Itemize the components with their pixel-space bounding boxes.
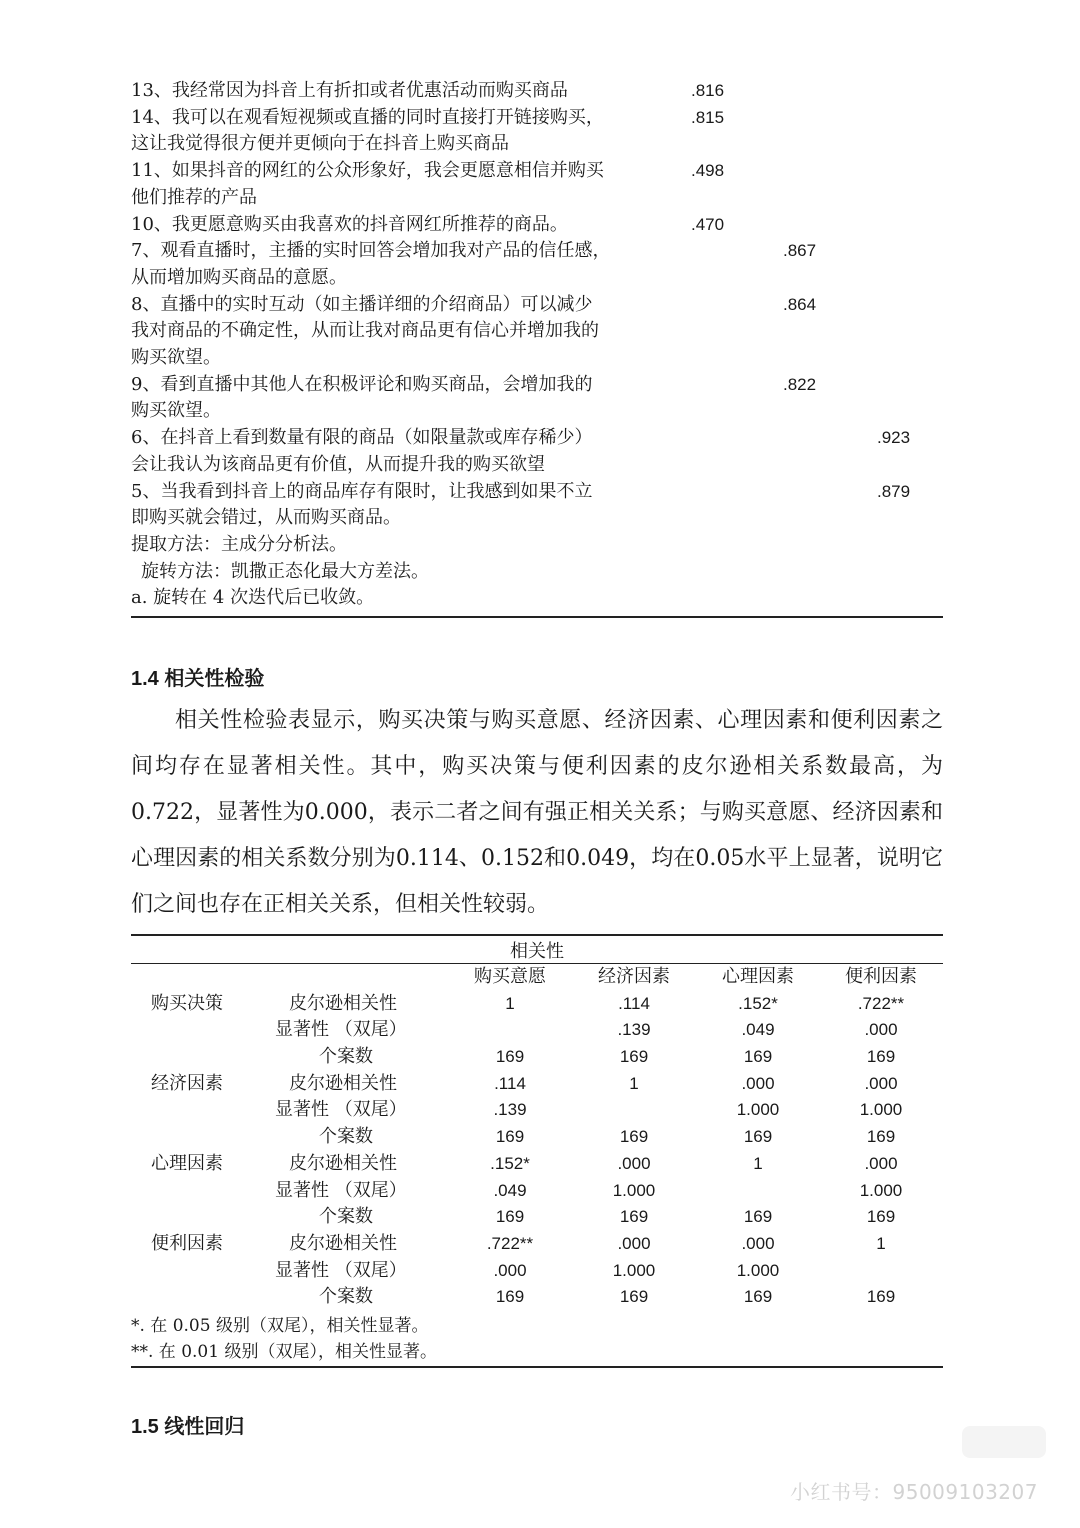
table-cell: 169 (743, 1127, 773, 1147)
table-cell: .000 (864, 1073, 898, 1093)
table-bottom-rule (131, 1366, 943, 1368)
table-row (131, 1124, 943, 1151)
table-cell: .049 (741, 1020, 775, 1040)
factor-loading-value: .498 (691, 161, 725, 181)
table-cell: 169 (619, 1047, 649, 1067)
factor-row (131, 479, 943, 532)
table-header-row (131, 964, 943, 991)
table-cell: .722** (857, 993, 905, 1013)
correlation-footnotes (131, 1313, 437, 1365)
factor-item-text: 14、我可以在观看短视频或直播的同时直接打开链接购买， 这让我觉得很方便并更倾向于在抖音上购买商品 (131, 106, 604, 155)
statistic-label: 显著性 （双尾） (275, 1179, 407, 1201)
factor-row (131, 78, 943, 105)
table-cell: .000 (493, 1260, 527, 1280)
table-cell: 169 (866, 1047, 896, 1067)
table-row (131, 1071, 943, 1098)
factor-loading-value: .816 (691, 81, 725, 100)
table-cell: 1.000 (612, 1180, 656, 1200)
factor-row (131, 238, 943, 291)
table-row (131, 1231, 943, 1258)
statistic-label: 皮尔逊相关性 (289, 1232, 397, 1254)
statistic-label: 皮尔逊相关性 (289, 1072, 397, 1094)
table-cell: 1 (876, 1233, 886, 1253)
factor-loading-value: .815 (691, 107, 725, 127)
row-group-label: 心理因素 (151, 1152, 223, 1174)
factor-row (131, 292, 943, 372)
statistic-label: 个案数 (319, 1206, 373, 1228)
table-cell: .139 (617, 1020, 651, 1040)
statistic-label: 皮尔逊相关性 (289, 992, 397, 1014)
factor-item-text: 10、我更愿意购买由我喜欢的抖音网红所推荐的商品。 (131, 213, 568, 235)
table-cell: 1.000 (736, 1100, 780, 1120)
table-cell: 1.000 (859, 1180, 903, 1200)
table-cell: .000 (617, 1153, 651, 1173)
factor-row (131, 372, 943, 425)
correlation-table-title: 相关性 (510, 941, 564, 962)
table-cell: .139 (493, 1100, 527, 1120)
statistic-label: 个案数 (319, 1126, 373, 1148)
factor-loading-value: .822 (783, 374, 817, 394)
footnote: **. 在 0.01 级别（双尾），相关性显著。 (131, 1342, 437, 1362)
table-row (131, 1178, 943, 1205)
table-cell: .000 (741, 1233, 775, 1253)
table-row (131, 991, 943, 1018)
column-header: 经济因素 (598, 966, 670, 987)
statistic-label: 个案数 (319, 1286, 373, 1308)
factor-row (131, 105, 943, 158)
table-cell: 1 (505, 993, 515, 1013)
factor-table-note: 旋转方法：凯撒正态化最大方差法。 (141, 560, 429, 582)
factor-item-text: 11、如果抖音的网红的公众形象好，我会更愿意相信并购买 他们推荐的产品 (131, 160, 604, 208)
table-row (131, 1258, 943, 1285)
factor-loading-value: .879 (877, 481, 911, 501)
factor-item-text: 6、在抖音上看到数量有限的商品（如限量款或库存稀少） 会让我认为该商品更有价值，从而提升我的购买欲望 (131, 427, 593, 475)
table-cell: 169 (743, 1287, 773, 1307)
table-cell: .000 (864, 1020, 898, 1040)
factor-loading-value: .923 (877, 428, 911, 448)
table-row (131, 1017, 943, 1044)
table-cell: .000 (864, 1153, 898, 1173)
table-cell: .152* (490, 1153, 530, 1173)
table-cell: 169 (619, 1207, 649, 1227)
factor-item-text: 13、我经常因为抖音上有折扣或者优惠活动而购买商品 (131, 80, 568, 101)
table-cell: 1 (629, 1073, 639, 1093)
table-cell: 169 (866, 1127, 896, 1147)
table-cell: .114 (618, 993, 650, 1013)
statistic-label: 显著性 （双尾） (275, 1259, 407, 1281)
footnote: *. 在 0.05 级别（双尾），相关性显著。 (131, 1316, 429, 1336)
table-cell: .049 (493, 1180, 527, 1200)
factor-table-note: 提取方法：主成分分析法。 (131, 533, 347, 555)
statistic-label: 皮尔逊相关性 (289, 1152, 397, 1174)
column-header: 便利因素 (845, 966, 917, 987)
factor-loading-value: .864 (783, 294, 817, 314)
table-row (131, 1204, 943, 1231)
row-group-label: 经济因素 (151, 1072, 223, 1094)
section-heading-regression: 1.5 线性回归 (131, 1416, 245, 1438)
correlation-paragraph: 相关性检验表显示，购买决策与购买意愿、经济因素、心理因素和便利因素之间均存在显著相关性。其中，购买决策与便利因素的皮尔逊相关系数最高，为0.722，显著性为0.000，表示二者之间有强正相关关系；与购买意愿、经济因素和心理因素的相关系数分别为0.114、0.152和0.049，均在0.05水平上显著，说明它们之间也存在正相关关系，但相关性较弱。 (131, 708, 943, 917)
table-cell: .114 (494, 1073, 526, 1093)
table-cell: 1.000 (736, 1260, 780, 1280)
statistic-label: 显著性 （双尾） (275, 1019, 407, 1041)
watermark-text: 小红书号：95009103207 (790, 1480, 1038, 1504)
table-cell: 169 (619, 1127, 649, 1147)
statistic-label: 个案数 (319, 1046, 373, 1068)
table-cell: 169 (495, 1047, 525, 1067)
factor-row (131, 425, 943, 478)
table-cell: 169 (495, 1207, 525, 1227)
section-heading-correlation: 1.4 相关性检验 (131, 668, 265, 690)
factor-row (131, 158, 943, 211)
table-cell: 1 (753, 1153, 763, 1173)
factor-loading-value: .867 (783, 241, 817, 261)
factor-item-text: 5、当我看到抖音上的商品库存有限时，让我感到如果不立 即购买就会错过，从而购买商品。 (131, 480, 593, 529)
table-row (131, 1097, 943, 1124)
table-cell: 169 (743, 1207, 773, 1227)
table-cell: 169 (866, 1207, 896, 1227)
table-cell: 1.000 (612, 1260, 656, 1280)
table-top-rule (131, 934, 943, 936)
table-row (131, 1151, 943, 1178)
table-cell: .000 (617, 1233, 651, 1253)
table-row (131, 1284, 943, 1311)
factor-loading-value: .470 (691, 214, 725, 234)
correlation-table (131, 964, 943, 1311)
factor-item-text: 9、看到直播中其他人在积极评论和购买商品，会增加我的 购买欲望。 (131, 373, 593, 422)
table-cell: 169 (619, 1287, 649, 1307)
factor-item-text: 7、观看直播时，主播的实时回答会增加我对产品的信任感， 从而增加购买商品的意愿。 (131, 240, 611, 288)
column-header: 购买意愿 (474, 966, 546, 987)
table-cell: 169 (495, 1127, 525, 1147)
column-header: 心理因素 (722, 966, 794, 987)
watermark-logo-icon (962, 1426, 1046, 1458)
table-cell: .722** (486, 1233, 534, 1253)
factor-loading-table (131, 78, 943, 612)
table-cell: .152* (738, 993, 778, 1013)
factor-item-text: 8、直播中的实时互动（如主播详细的介绍商品）可以减少 我对商品的不确定性，从而让我对商品更有信心并增加我的 购买欲望。 (131, 293, 599, 369)
row-group-label: 便利因素 (151, 1232, 223, 1254)
table-cell: 169 (866, 1287, 896, 1307)
statistic-label: 显著性 （双尾） (275, 1099, 407, 1121)
table-cell: .000 (741, 1073, 775, 1093)
factor-table-note: a. 旋转在 4 次迭代后已收敛。 (131, 587, 375, 609)
table-cell: 169 (743, 1047, 773, 1067)
table-row (131, 1044, 943, 1071)
table-cell: 1.000 (859, 1100, 903, 1120)
table-cell: 169 (495, 1287, 525, 1307)
row-group-label: 购买决策 (151, 992, 223, 1014)
factor-table-bottom-rule (131, 616, 943, 618)
factor-row (131, 212, 943, 239)
